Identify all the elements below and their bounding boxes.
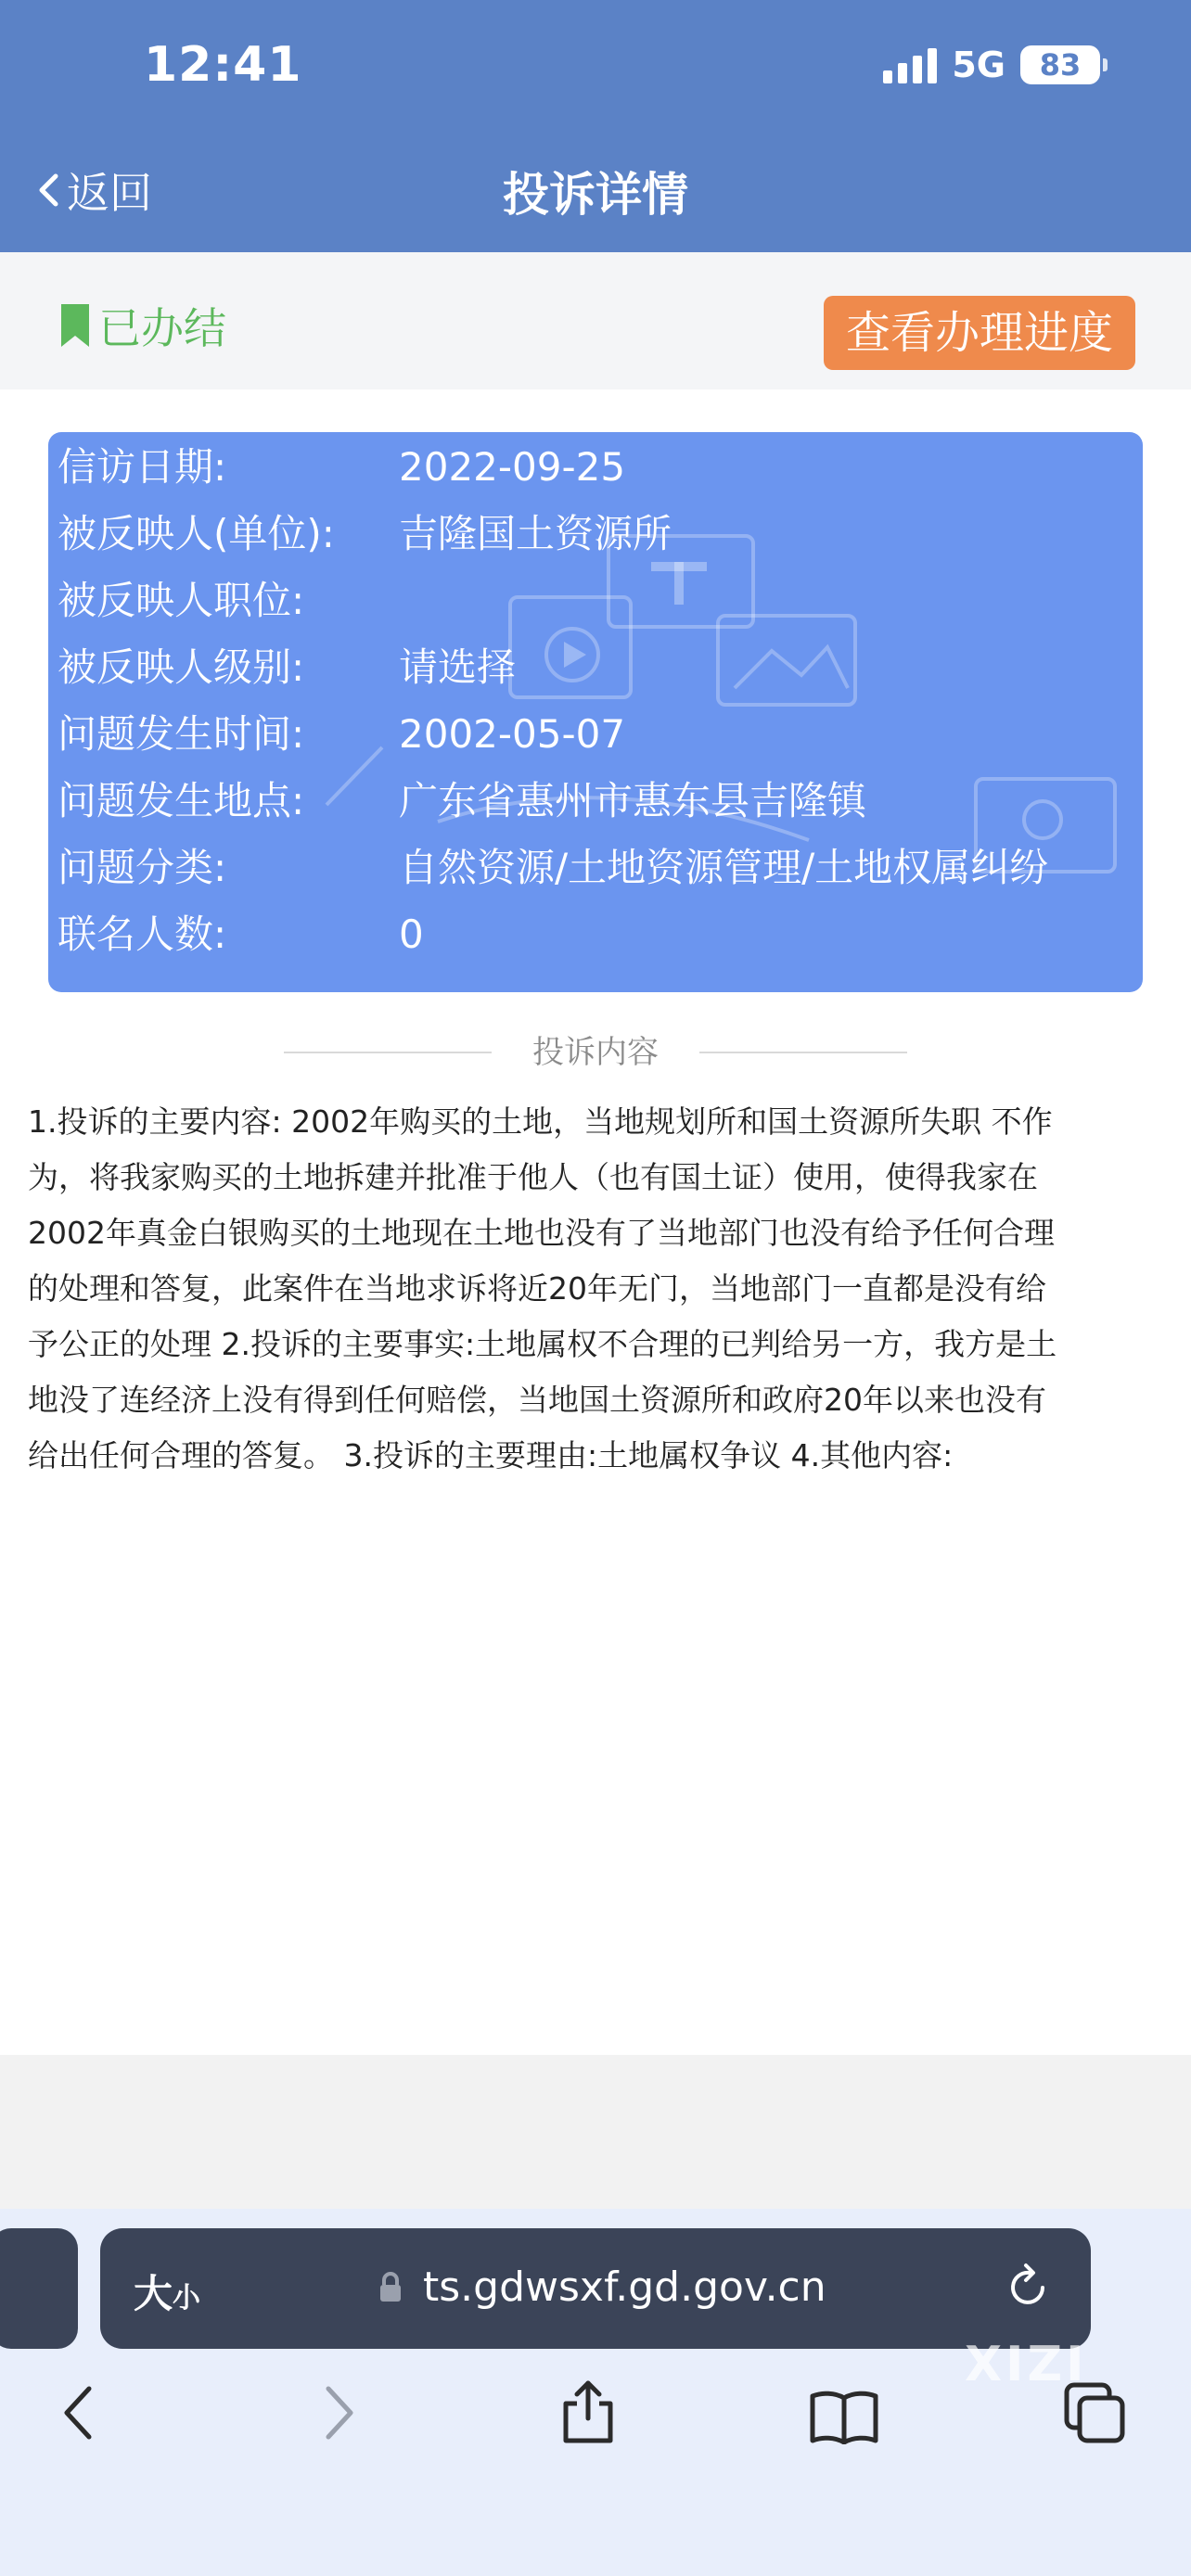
complaint-section-header — [0, 1029, 1191, 1076]
complaint-info-card — [48, 432, 1143, 992]
network-type: 5G — [952, 45, 1005, 85]
info-row-respondent-unit — [58, 506, 1133, 562]
info-value: 请选择 — [399, 644, 517, 690]
case-status-done — [61, 295, 226, 356]
back-label: 返回 — [67, 168, 152, 218]
watermark: XIZI — [965, 2337, 1088, 2392]
info-row-respondent-position — [58, 573, 1133, 629]
case-status-label: 已办结 — [98, 303, 226, 353]
info-value: 广东省惠州市惠东县吉隆镇 — [399, 778, 867, 823]
page-footer-area — [0, 2055, 1191, 2209]
url-text: ts.gdwsxf.gd.gov.cn — [423, 2264, 826, 2311]
browser-forward-icon[interactable] — [321, 2383, 358, 2442]
complaint-content — [28, 1094, 1163, 1484]
info-label: 被反映人职位: — [58, 578, 305, 623]
info-row-cosigners — [58, 907, 1133, 963]
info-value: 吉隆国土资源所 — [399, 511, 672, 556]
info-label: 信访日期: — [58, 444, 227, 490]
complaint-line: 为，将我家购买的土地拆建并批准于他人（也有国土证）使用，使得我家在 — [28, 1159, 1038, 1195]
lock-icon — [378, 2272, 403, 2303]
info-row-incident-time — [58, 707, 1133, 762]
status-time: 12:41 — [144, 37, 302, 93]
url-display[interactable] — [378, 2264, 826, 2311]
share-icon[interactable] — [560, 2376, 616, 2446]
text-size-large: 大 — [134, 2271, 173, 2316]
complaint-line: 给出任何合理的答复。 3.投诉的主要理由:土地属权争议 4.其他内容: — [28, 1437, 954, 1473]
previous-tab[interactable] — [0, 2228, 78, 2349]
info-label: 被反映人级别: — [58, 644, 305, 690]
info-value: 自然资源/土地资源管理/土地权属纠纷 — [399, 845, 1049, 890]
info-row-petition-date — [58, 440, 1133, 495]
info-row-respondent-level — [58, 640, 1133, 695]
info-row-category — [58, 840, 1133, 896]
complaint-line: 地没了连经济上没有得到任何赔偿，当地国土资源所和政府20年以来也没有 — [28, 1382, 1046, 1418]
complaint-line: 予公正的处理 2.投诉的主要事实:土地属权不合理的已判给另一方，我方是土 — [28, 1326, 1057, 1362]
info-label: 问题发生地点: — [58, 778, 305, 823]
info-label: 被反映人(单位): — [58, 511, 335, 556]
info-label: 问题分类: — [58, 845, 227, 890]
bookmark-icon — [61, 304, 89, 347]
status-indicators — [883, 45, 1100, 85]
address-bar[interactable] — [100, 2228, 1091, 2349]
page-title: 投诉详情 — [503, 168, 688, 222]
info-row-incident-location — [58, 773, 1133, 829]
view-progress-button[interactable]: 查看办理进度 — [824, 296, 1135, 370]
info-value: 2002-05-07 — [399, 711, 626, 757]
info-label: 问题发生时间: — [58, 711, 305, 757]
signal-icon — [883, 46, 937, 83]
complaint-section-title: 投诉内容 — [532, 1034, 659, 1071]
battery-icon — [1020, 45, 1100, 84]
battery-level: 83 — [1039, 47, 1082, 83]
info-label: 联名人数: — [58, 912, 227, 957]
complaint-line: 2002年真金白银购买的土地现在土地也没有了当地部门也没有给予任何合理 — [28, 1215, 1055, 1251]
tabs-icon[interactable] — [1063, 2381, 1128, 2446]
reload-icon[interactable] — [1002, 2262, 1054, 2314]
app-header — [0, 0, 1191, 252]
bookmarks-icon[interactable] — [809, 2389, 879, 2444]
complaint-line: 的处理和答复，此案件在当地求诉将近20年无门，当地部门一直都是没有给 — [28, 1270, 1046, 1307]
info-value: 2022-09-25 — [399, 444, 626, 490]
text-size-small: 小 — [173, 2282, 201, 2315]
complaint-line: 1.投诉的主要内容: 2002年购买的土地，当地规划所和国土资源所失职 不作 — [28, 1103, 1053, 1140]
info-value: 0 — [399, 912, 424, 957]
browser-back-icon[interactable] — [59, 2383, 96, 2442]
text-size-button[interactable] — [134, 2264, 200, 2319]
